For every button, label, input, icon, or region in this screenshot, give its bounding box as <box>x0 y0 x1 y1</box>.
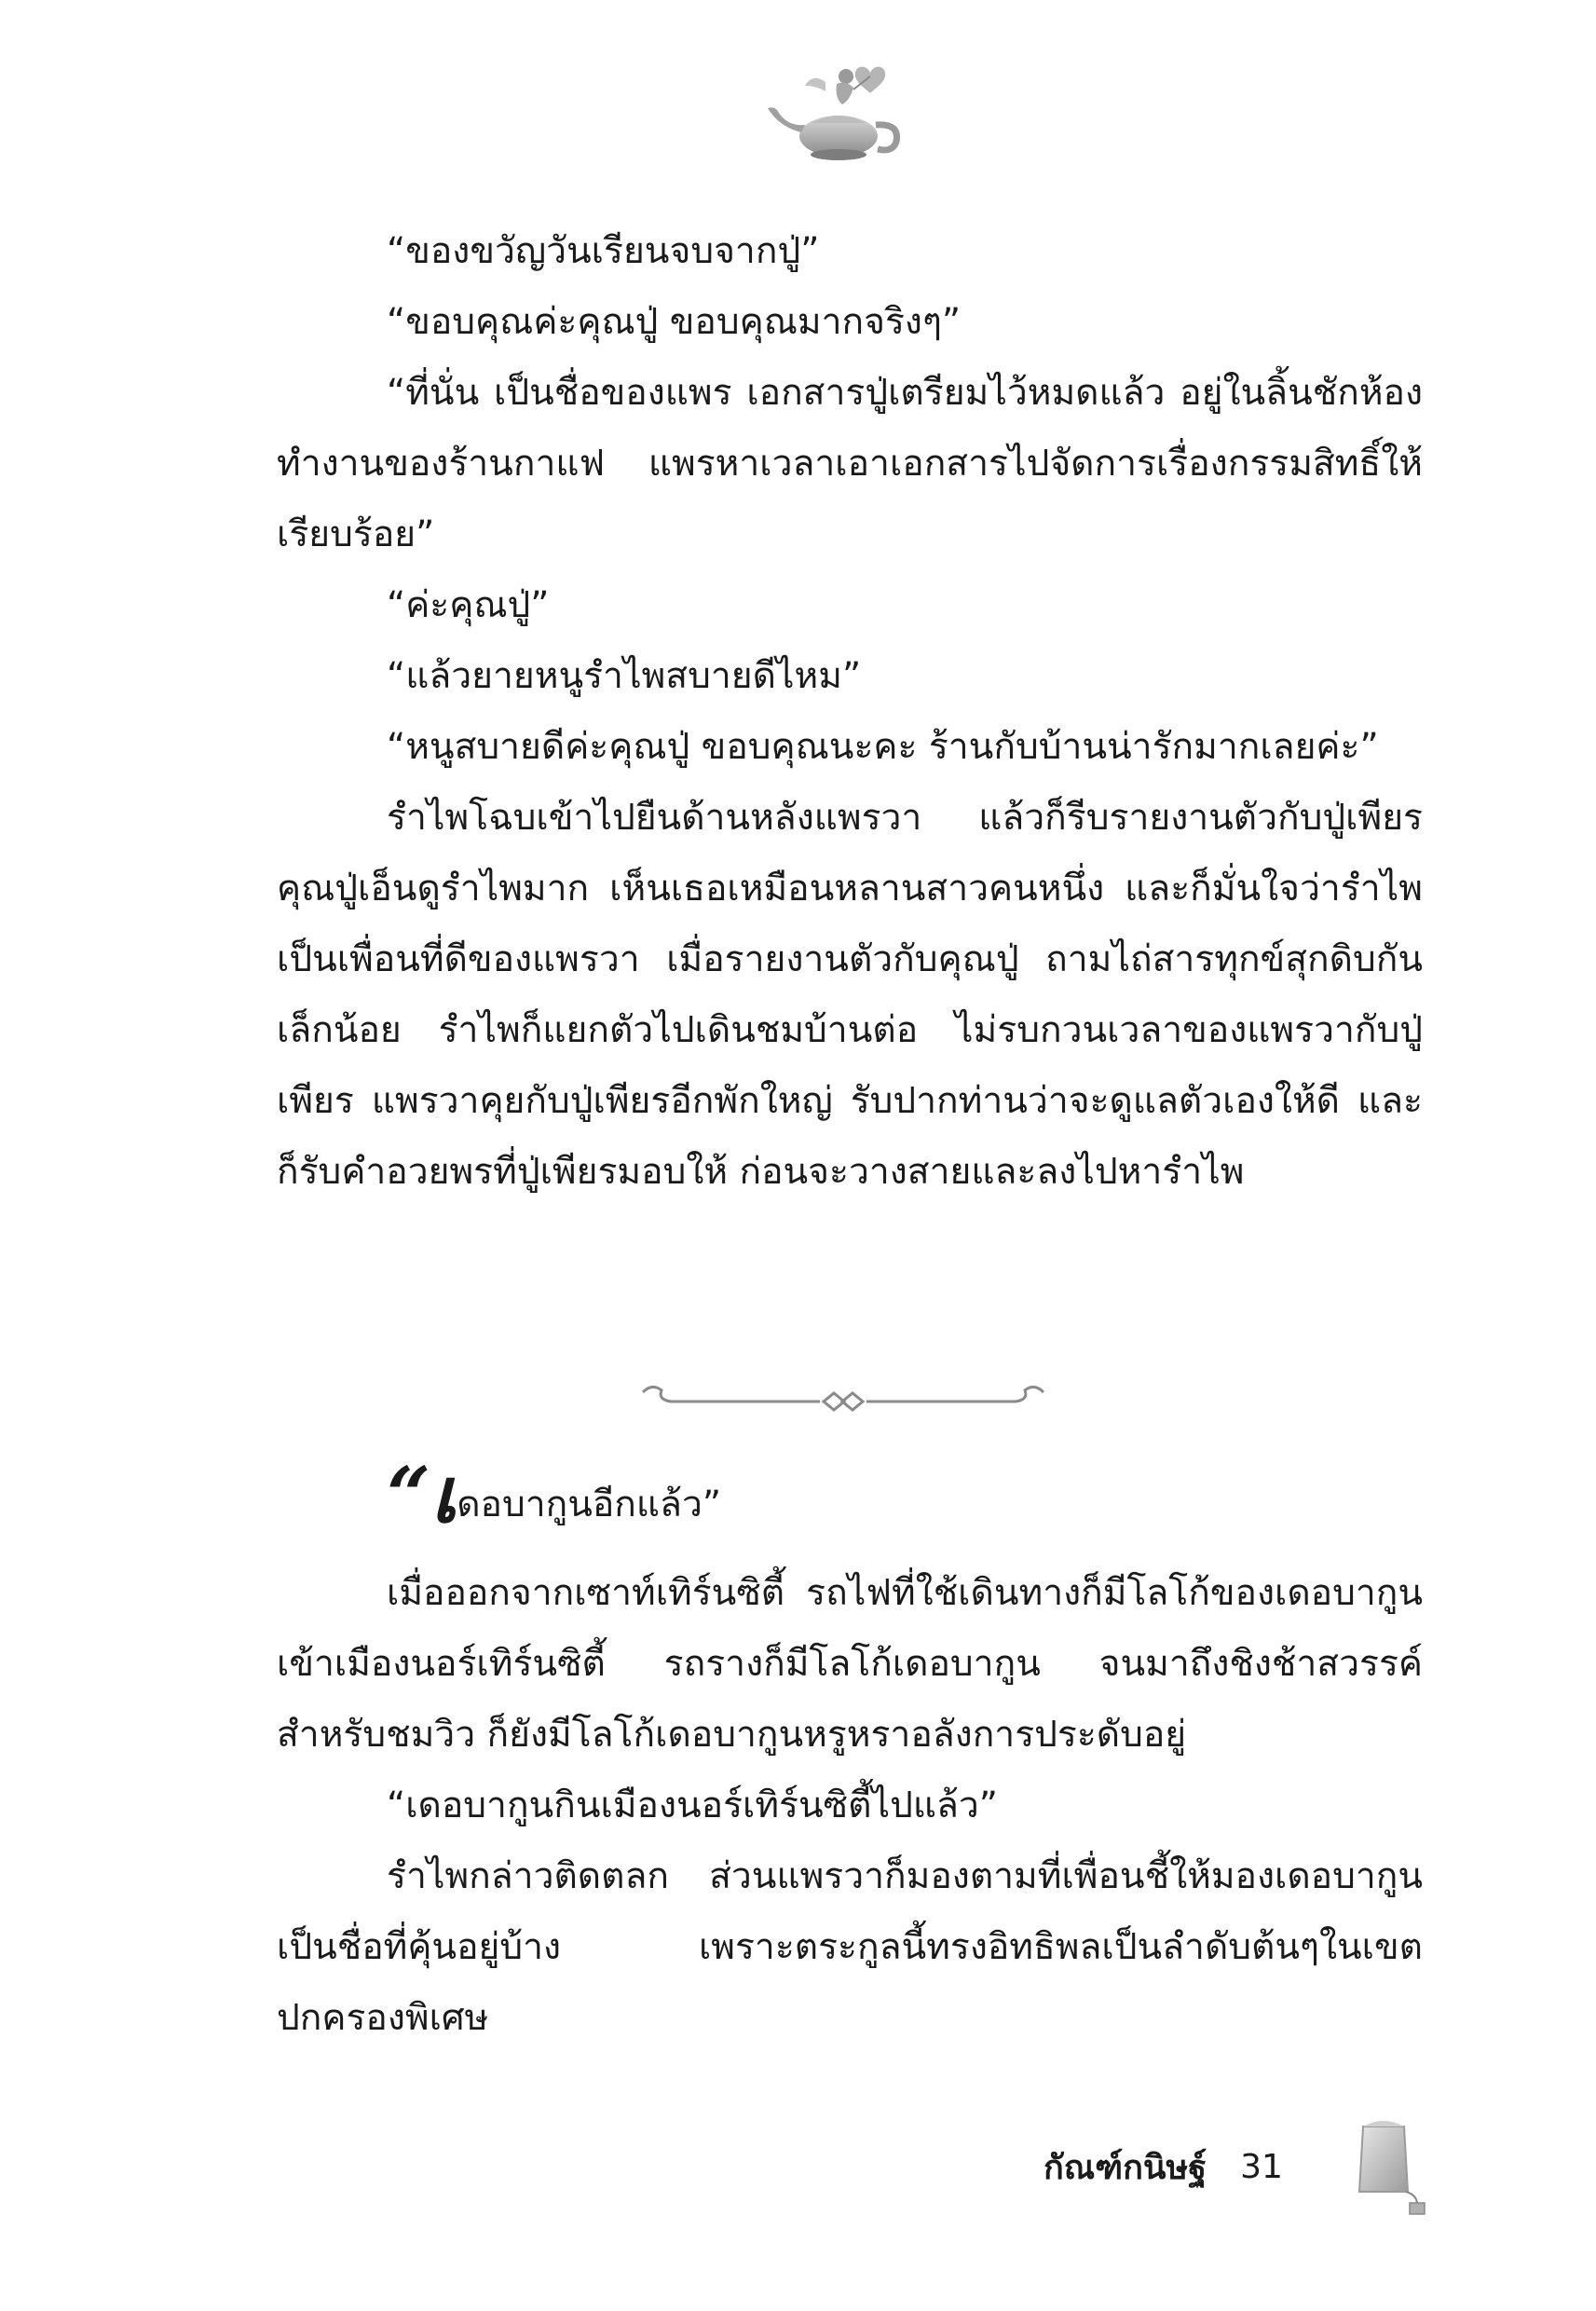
paragraph: “ที่นั่น เป็นชื่อของแพร เอกสารปู่เตรียมไว้หมดแล้ว อยู่ในลิ้นชักห้องทำงานของร้านกาแฟ แพรหาเวลาเอาเอกสารไปจัดการเรื่องกรรมสิทธิ์ให้เรียบร้อย” <box>277 372 1423 555</box>
book-title: กัณฑ์กนิษฐ์ <box>1044 2148 1207 2187</box>
paragraph: “ของขวัญวันเรียนจบจากปู่” <box>387 230 820 272</box>
paragraph: รำไพกล่าวติดตลก ส่วนแพรวาก็มองตามที่เพื่อนชี้ให้มองเดอบากูนเป็นชื่อที่คุ้นอยู่บ้าง เพราะตระกูลนี้ทรงอิทธิพลเป็นลำดับต้นๆในเขตปกครองพิเศษ <box>277 1855 1423 2039</box>
paragraph: “เดอบากูนกินเมืองนอร์เทิร์นซิตี้ไปแล้ว” <box>387 1785 998 1826</box>
section-2-opening-line <box>387 1451 722 1556</box>
paragraph: “ขอบคุณค่ะคุณปู่ ขอบคุณมากจริงๆ” <box>387 301 962 343</box>
dropcap-letter: เ <box>430 1451 457 1540</box>
opening-line-text: ดอบากูนอีกแล้ว” <box>457 1484 722 1525</box>
page-number: 31 <box>1240 2147 1283 2186</box>
teapot-cupid-ornament-icon <box>760 56 917 168</box>
flourish-divider-icon <box>634 1372 1053 1428</box>
section-2 <box>277 1558 1423 2054</box>
page-footer <box>1044 2134 1283 2199</box>
tea-bag-icon <box>1356 2113 1430 2216</box>
dropcap-quote: “ <box>387 1451 431 1540</box>
paragraph: “ค่ะคุณปู่” <box>387 584 550 626</box>
paragraph: “หนูสบายดีค่ะคุณปู่ ขอบคุณนะคะ ร้านกับบ้านน่ารักมากเลยค่ะ” <box>387 726 1379 768</box>
paragraph: “แล้วยายหนูรำไพสบายดีไหม” <box>387 655 862 697</box>
section-1 <box>277 216 1423 1208</box>
paragraph: รำไพโฉบเข้าไปยืนด้านหลังแพรวา แล้วก็รีบรายงานตัวกับปู่เพียร คุณปู่เอ็นดูรำไพมาก เห็นเธอเหมือนหลานสาวคนหนึ่ง และก็มั่นใจว่ารำไพเป็นเพื่อนที่ดีของแพรวา เมื่อรายงานตัวกับคุณปู่ ถามไถ่สารทุกข์สุกดิบกันเล็กน้อย รำไพก็แยกตัวไปเดินชมบ้านต่อ ไม่รบกวนเวลาของแพรวากับปู่เพียร แพรวาคุยกับปู่เพียรอีกพักใหญ่ รับปากท่านว่าจะดูแลตัวเองให้ดี และก็รับคำอวยพรที่ปู่เพียรมอบให้ ก่อนจะวางสายและลงไปหารำไพ <box>277 797 1423 1193</box>
paragraph: เมื่อออกจากเซาท์เทิร์นซิตี้ รถไฟที่ใช้เดินทางก็มีโลโก้ของเดอบากูน เข้าเมืองนอร์เทิร์นซิตี้ รถรางก็มีโลโก้เดอบากูน จนมาถึงชิงช้าสวรรค์สำหรับชมวิว ก็ยังมีโลโก้เดอบากูนหรูหราอลังการประดับอยู่ <box>277 1572 1423 1756</box>
